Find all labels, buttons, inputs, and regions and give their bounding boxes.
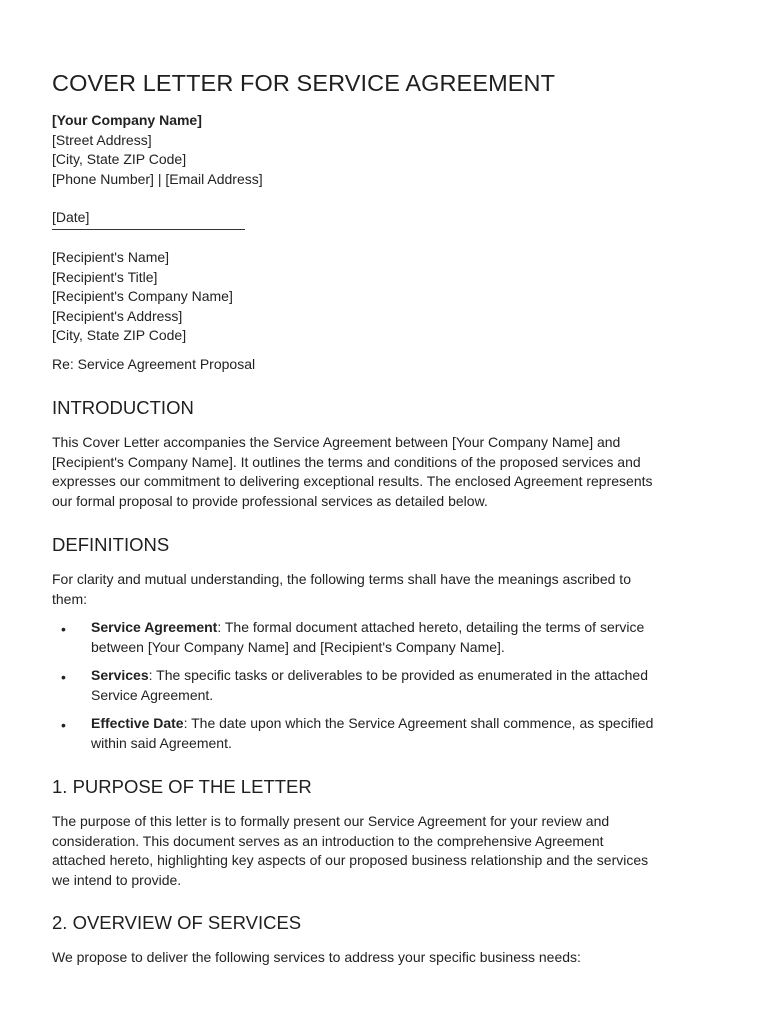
- re-line: Re: Service Agreement Proposal: [52, 356, 256, 372]
- introduction-line: our formal proposal to provide professional services as detailed below.: [52, 492, 488, 509]
- purpose-paragraph: [52, 812, 722, 890]
- purpose-line: consideration. This document serves as an introduction to the comprehensive Agreement: [52, 832, 604, 849]
- recipient-name: [Recipient's Name]: [52, 249, 170, 265]
- definition-text-continued: within said Agreement.: [91, 734, 232, 751]
- sender-company: [Your Company Name]: [52, 112, 202, 128]
- definitions-heading: DEFINITIONS: [52, 534, 170, 555]
- purpose-line: we intend to provide.: [52, 871, 182, 888]
- introduction-line: expresses our commitment to delivering exceptional results. The enclosed Agreement represents: [52, 473, 653, 489]
- definition-text: : The specific tasks or deliverables to be provided as enumerated in the attached: [148, 667, 648, 683]
- introduction-line: [Recipient's Company Name]. It outlines the terms and conditions of the proposed services and: [52, 453, 641, 470]
- introduction-line: This Cover Letter accompanies the Service Agreement between [Your Company Name] and: [52, 434, 621, 450]
- definition-text-continued: Service Agreement.: [91, 686, 214, 703]
- overview-line: We propose to deliver the following services to address your specific business needs:: [52, 949, 581, 965]
- definition-item: [52, 666, 722, 705]
- definitions-intro: [52, 570, 722, 609]
- bullet-icon: •: [61, 621, 66, 637]
- definition-text: : The formal document attached hereto, detailing the terms of service: [217, 619, 645, 635]
- recipient-city: [City, State ZIP Code]: [52, 327, 187, 343]
- sender-street: [Street Address]: [52, 131, 152, 148]
- sender-contact: [Phone Number] | [Email Address]: [52, 170, 263, 187]
- document-title: COVER LETTER FOR SERVICE AGREEMENT: [52, 70, 556, 96]
- purpose-line: attached hereto, highlighting key aspects of our proposed business relationship and the services: [52, 852, 649, 868]
- overview-heading: 2. OVERVIEW OF SERVICES: [52, 912, 302, 933]
- definition-text-continued: between [Your Company Name] and [Recipient's Company Name].: [91, 638, 505, 655]
- recipient-company: [Recipient's Company Name]: [52, 288, 233, 304]
- sender-block: [52, 111, 263, 189]
- definitions-list: [52, 618, 722, 762]
- recipient-block: [52, 248, 233, 346]
- definition-term: Services: [91, 667, 149, 683]
- purpose-heading: 1. PURPOSE OF THE LETTER: [52, 776, 312, 797]
- recipient-title: [Recipient's Title]: [52, 268, 158, 285]
- bullet-icon: •: [61, 669, 66, 685]
- definitions-intro-line: For clarity and mutual understanding, the following terms shall have the meanings ascribed to: [52, 571, 631, 587]
- overview-paragraph: [52, 948, 722, 968]
- purpose-line: The purpose of this letter is to formally present our Service Agreement for your review and: [52, 813, 610, 829]
- recipient-address: [Recipient's Address]: [52, 307, 183, 324]
- definitions-intro-line: them:: [52, 590, 88, 607]
- date-field: [Date]: [52, 208, 245, 230]
- introduction-heading: INTRODUCTION: [52, 397, 194, 418]
- bullet-icon: •: [61, 717, 66, 733]
- definition-term: Service Agreement: [91, 619, 218, 635]
- definition-item: [52, 618, 722, 657]
- definition-text: : The date upon which the Service Agreement shall commence, as specified: [183, 715, 654, 731]
- definition-term: Effective Date: [91, 715, 184, 731]
- definition-item: [52, 714, 722, 753]
- introduction-paragraph: [52, 433, 722, 511]
- sender-city: [City, State ZIP Code]: [52, 151, 187, 167]
